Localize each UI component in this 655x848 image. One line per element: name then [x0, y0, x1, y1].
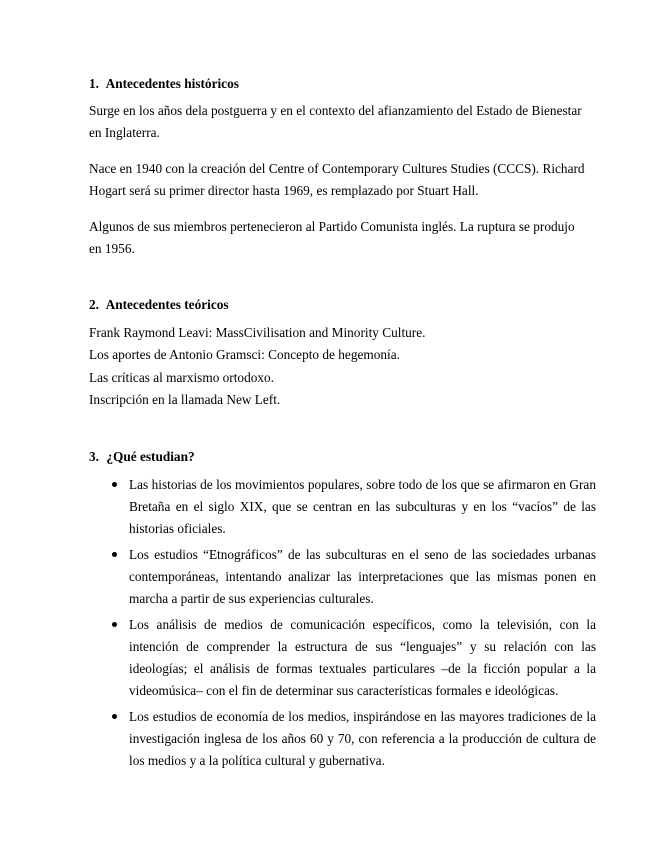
section-title: ¿Qué estudian? — [106, 449, 195, 464]
text-line: Inscripción en la llamada New Left. — [89, 392, 281, 407]
list-item — [106, 544, 596, 610]
bullet-icon — [112, 552, 117, 557]
section-title: Antecedentes históricos — [105, 76, 239, 91]
paragraph: Algunos de sus miembros pertenecieron al Partido Comunista inglés. La ruptura se produjo en 1956. — [89, 219, 575, 256]
bullet-icon — [112, 482, 117, 487]
section-heading-2 — [89, 294, 229, 316]
paragraph: Surge en los años dela postguerra y en el contexto del afianzamiento del Estado de Bienestar en Inglaterra. — [89, 103, 582, 140]
section-heading-1 — [89, 73, 239, 95]
list-item-text: Las historias de los movimientos populares, sobre todo de los que se afirmaron en Gran Bretaña en el siglo XIX, que se centran en las subculturas y en los “vacíos” de las historias oficiales. — [129, 477, 596, 536]
list-item-text: Los estudios de economía de los medios, inspirándose en las mayores tradiciones de la investigación inglesa de los años 60 y 70, con referencia a la producción de cultura de los medios y a la política cultural y gubernativa. — [129, 709, 596, 768]
section-number: 3. — [89, 449, 99, 464]
list-item-text: Los análisis de medios de comunicación específicos, como la televisión, con la intención de comprender la estructura de sus “lenguajes” y su relación con las ideologías; el análisis de formas textuales particulares –de la ficción popular a la videomúsica– con el fin de determinar sus características formales e ideológicas. — [129, 617, 596, 698]
paragraph: Nace en 1940 con la creación del Centre of Contemporary Cultures Studies (CCCS). Richard Hogart será su primer director hasta 1969, es remplazado por Stuart Hall. — [89, 161, 585, 198]
section-heading-3 — [89, 446, 195, 468]
section-title: Antecedentes teóricos — [105, 297, 229, 312]
text-line: Frank Raymond Leavi: MassCivilisation and Minority Culture. — [89, 325, 426, 340]
text-line: Los aportes de Antonio Gramsci: Concepto de hegemonía. — [89, 347, 400, 362]
bullet-list — [106, 474, 596, 776]
list-item — [106, 614, 596, 702]
list-item-text: Los estudios “Etnográficos” de las subculturas en el seno de las sociedades urbanas contemporáneas, intentando analizar las interpretaciones que las mismas ponen en marcha a partir de sus experiencias culturales. — [129, 547, 596, 606]
section-number: 2. — [89, 297, 99, 312]
section-number: 1. — [89, 76, 99, 91]
list-item — [106, 706, 596, 772]
bullet-icon — [112, 622, 117, 627]
text-line: Las críticas al marxismo ortodoxo. — [89, 370, 275, 385]
list-item — [106, 474, 596, 540]
bullet-icon — [112, 714, 117, 719]
